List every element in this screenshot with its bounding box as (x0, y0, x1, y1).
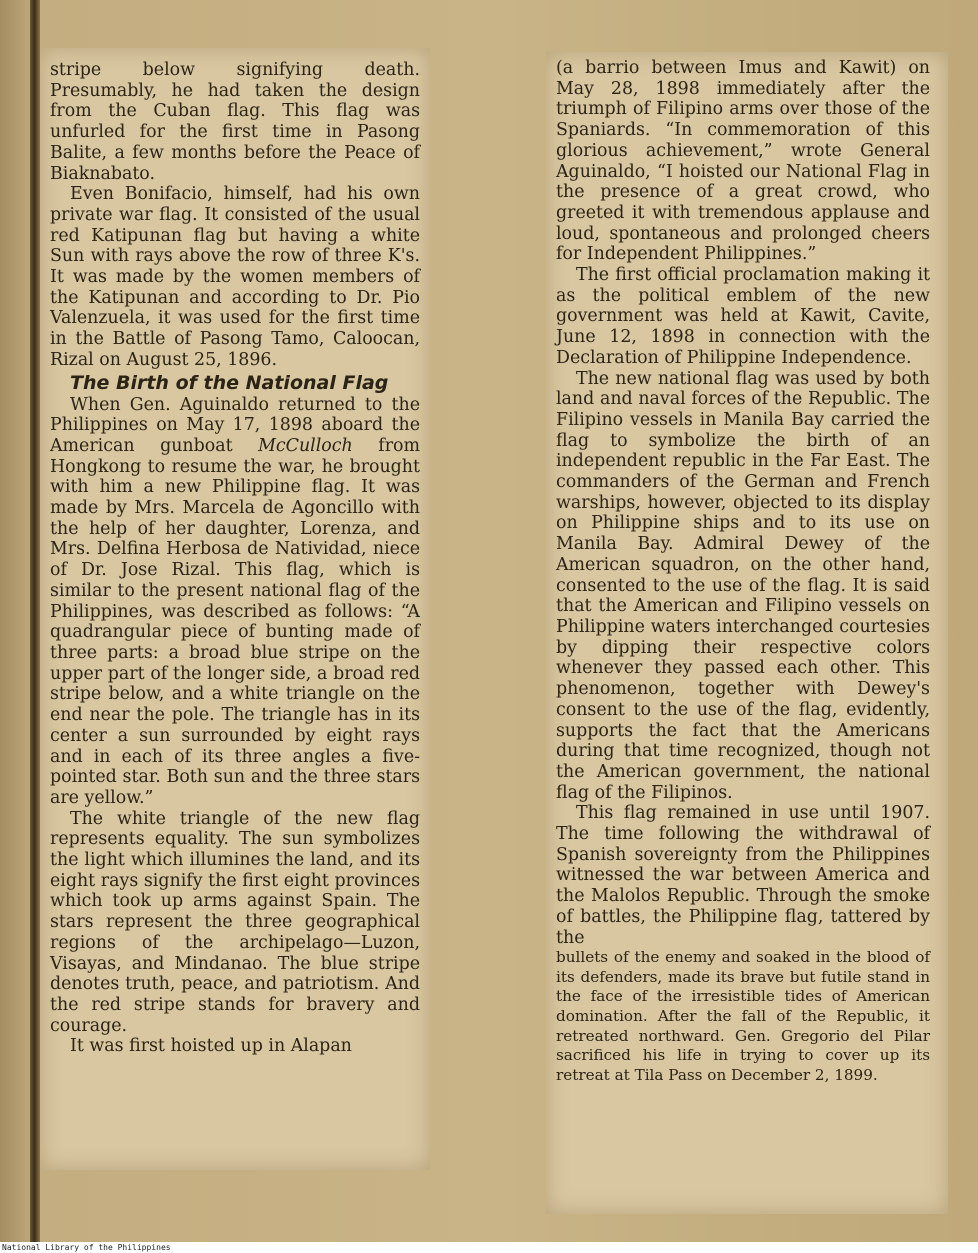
paragraph: Even Bonifacio, himself, had his own private war flag. It consisted of the usual red Katipunan flag but having a white Sun with rays above the row of three K's. It was made by the women members of the Katipunan and according to Dr. Pio Valenzuela, it was used for the first time in the Battle of Pasong Tamo, Caloocan, Rizal on August 25, 1896. (50, 184, 420, 370)
right-column (556, 58, 930, 1085)
paragraph: (a barrio between Imus and Kawit) on May 28, 1898 immediately after the triumph of Filipino arms over those of the Spaniards. “In commemoration of this glorious achievement,” wrote General Aguinaldo, “I hoisted our National Flag in the presence of a great crowd, who greeted it with tremendous applause and loud, spontaneous and prolonged cheers for Independent Philippines.” (556, 58, 930, 265)
book-spine (30, 0, 40, 1242)
section-heading: The Birth of the National Flag (70, 371, 389, 394)
paragraph: stripe below signifying death. Presumably, he had taken the design from the Cuban flag. This flag was unfurled for the first time in Pasong Balite, a few months before the Peace of Biaknabato. (50, 60, 420, 184)
paragraph (50, 395, 420, 809)
paragraph: The first official proclamation making it as the political emblem of the new government was held at Kawit, Cavite, June 12, 1898 in connection with the Declaration of Philippine Independence. (556, 265, 930, 368)
paragraph: It was first hoisted up in Alapan (70, 1036, 352, 1057)
paragraph: This flag remained in use until 1907. The time following the withdrawal of Spanish sovereignty from the Philippines witnessed the war between America and the Malolos Republic. Through the smoke of battles, the Philippine flag, tattered by the (556, 803, 930, 948)
paragraph: The white triangle of the new flag represents equality. The sun symbolizes the light which illumines the land, and its eight rays signify the first eight provinces which took up arms against Spain. The stars represent the three geographical regions of the archipelago—Luzon, Visayas, and Mindanao. The blue stripe denotes truth, peace, and patriotism. And the red stripe stands for bravery and courage. (50, 808, 420, 1036)
left-column (50, 60, 420, 1057)
footer-bar (0, 1242, 978, 1253)
paragraph-text: When Gen. Aguinaldo returned to the Philippines on May 17, 1898 aboard the American gunboat (50, 394, 420, 456)
footer-credit: National Library of the Philippines (2, 1243, 171, 1252)
paragraph: The new national flag was used by both land and naval forces of the Republic. The Filipino vessels in Manila Bay carried the flag to symbolize the birth of an independent republic in the Far East. The commanders of the German and French warships, however, objected to its display on Philippine ships and to its use on Manila Bay. Admiral Dewey of the American squadron, on the other hand, consented to the use of the flag. It is said that the American and Filipino vessels on Philippine waters interchanged courtesies by dipping their respective colors whenever they passed each other. This phenomenon, together with Dewey's consent to the use of the flag, evidently, supports the fact that the Americans during that time recognized, though not the American government, the national flag of the Filipinos. (556, 368, 930, 803)
ship-name: McCulloch (258, 435, 353, 456)
paragraph-small-type: bullets of the enemy and soaked in the blood of its defenders, made its brave but futile stand in the face of the irresistible tides of American domination. After the fall of the Republic, it retreated northward. Gen. Gregorio del Pilar sacrificed his life in trying to cover up its retreat at Tila Pass on December 2, 1899. (556, 948, 930, 1084)
paragraph-text: from Hongkong to resume the war, he brought with him a new Philippine flag. It was made by Mrs. Marcela de Agoncillo with the help of her daughter, Lorenza, and Mrs. Delfina Herbosa de Natividad, niece of Dr. Jose Rizal. This flag, which is similar to the present national flag of the Philippines, was described as follows: “A quadrangular piece of bunting made of three parts: a broad blue stripe on the upper part of the longer side, a broad red stripe below, and a white triangle on the end near the pole. The triangle has in its center a sun surrounded by eight rays and in each of its three angles a five-pointed star. Both sun and the three stars are yellow.” (50, 435, 420, 808)
